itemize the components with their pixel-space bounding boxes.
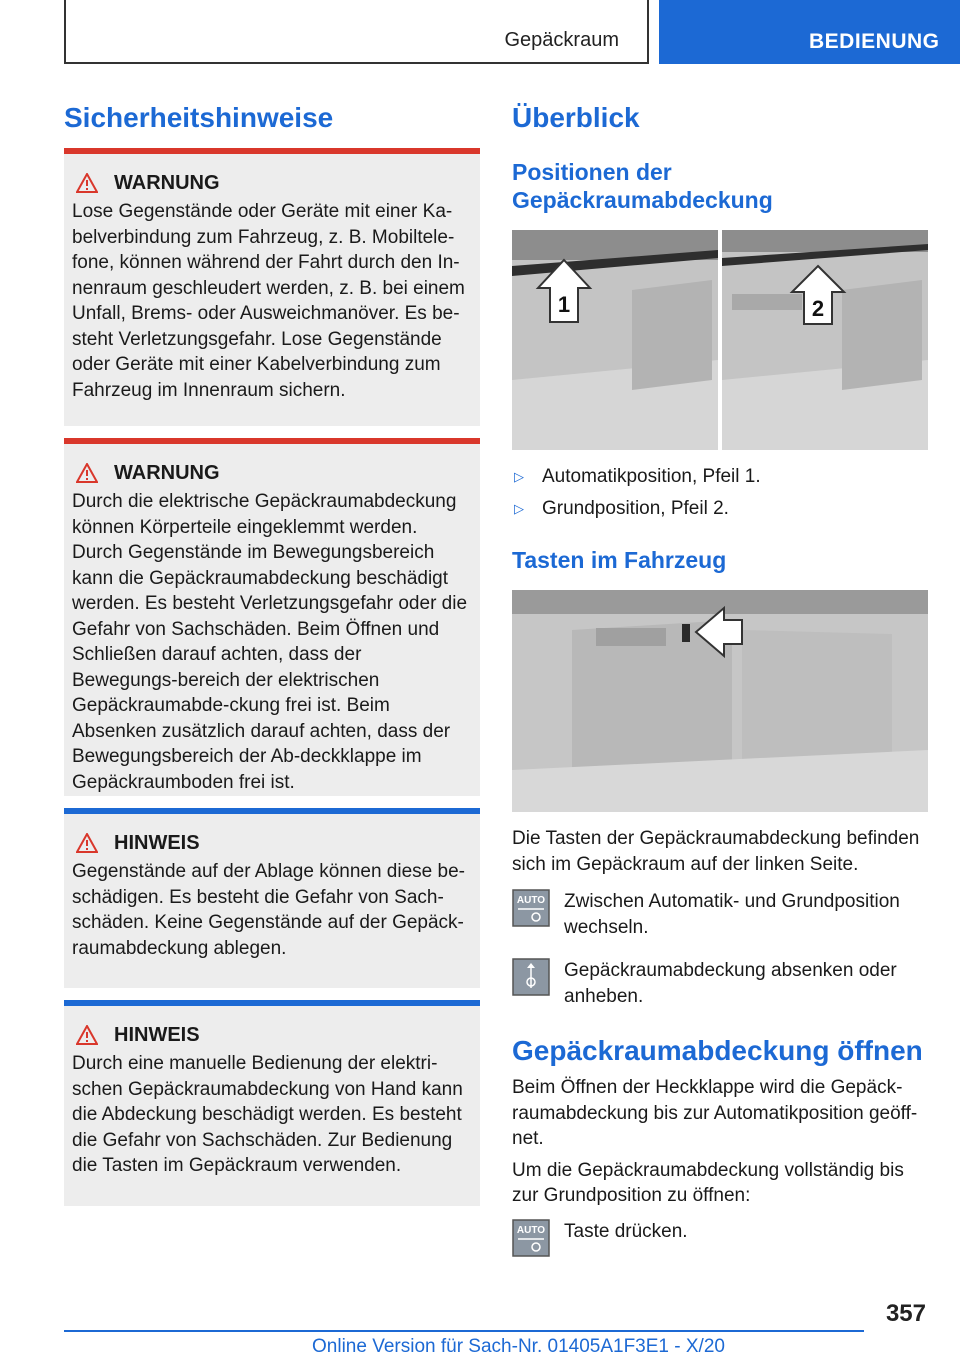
warning-box-1-text: Lose Gegenstände oder Geräte mit einer Ka-belverbindung zum Fahrzeug, z. B. Mobiltele-fone, können während der Fahrt durch den In-nenraum geschleudert werden, z. B. bei einem Unfall, Brems- oder Ausweichmanöver. Es be-steht Verletzungsgefahr. Lose Gegenstände oder Geräte mit einer Kabelverbindung zum Fahrzeug im Innenraum sichern. [72,201,465,401]
bullet-triangle-icon: ▷ [514,469,524,484]
warning-box-2-label: WARNUNG [114,461,220,484]
subtitle-cover-positions: Positionen der Gepäckraumabdeckung [512,159,773,213]
bullet-triangle-icon: ▷ [514,501,524,516]
section-title-safety: Sicherheitshinweise [64,102,334,133]
warning-box-1-label: WARNUNG [114,171,220,194]
buttons-location-text: Die Tasten der Gepäckraumabdeckung befinden sich im Gepäckraum auf der linken Seite. [512,828,920,875]
open-cover-text-1: Beim Öffnen der Heckklappe wird die Gepäck-raumabdeckung bis zur Automatikposition geöff-net. [512,1077,918,1149]
subtitle-buttons-in-vehicle: Tasten im Fahrzeug [512,547,727,573]
warning-triangle-icon [76,1025,98,1045]
warning-triangle-icon [76,833,98,853]
arrow-label-1: 1 [557,292,571,317]
notice-box-2-text: Durch eine manuelle Bedienung der elektri-schen Gepäckraumabdeckung von Hand kann die Abdeckung beschädigt werden. Es besteht die Gefahr von Sachschäden. Zur Bedienung die Tasten im Gepäckraum verwenden. [72,1053,463,1176]
header-chapter-title: BEDIENUNG [809,30,940,53]
notice-box-1-text: Gegenstände auf der Ablage können diese be-schädigen. Es besteht die Gefahr von Sach-schäden. Keine Gegenstände auf der Gepäck-raumabdeckung ablegen. [72,861,465,959]
positions-list [512,464,928,522]
svg-text:AUTO: AUTO [516,1224,546,1236]
button-auto-text: Zwischen Automatik- und Grundposition wechseln. [564,891,900,938]
lower-raise-button-icon [512,958,550,996]
footer-version-text: Online Version für Sach-Nr. 01405A1F3E1 - X/20 [312,1336,725,1357]
notice-box-2-label: HINWEIS [114,1023,200,1046]
list-item [512,496,928,522]
trunk-illustration-2 [722,230,928,450]
notice-box-2 [64,1000,480,1206]
right-column [512,98,928,1257]
trunk-illustration-1 [512,230,718,450]
photo-base-position [722,230,928,450]
warning-triangle-icon [76,173,98,193]
header-chapter-tab [659,0,960,64]
notice-box-1 [64,808,480,988]
auto-button-icon [512,889,550,927]
position-base-text: Grundposition, Pfeil 2. [542,498,729,519]
notice-box-2-header [76,1022,472,1048]
page-number: 357 [885,1300,926,1327]
cover-positions-photos [512,230,928,450]
warning-box-1-header [76,170,472,196]
section-title-overview: Überblick [512,102,640,133]
auto-button-icon [512,1219,550,1257]
arrow-label-2: 2 [811,296,825,321]
photo-trunk-buttons [512,590,928,812]
button-auto-row [512,889,928,940]
svg-text:AUTO: AUTO [516,895,546,906]
footer-divider [64,1330,864,1332]
button-lower-raise-row [512,958,928,1009]
notice-box-1-header [76,830,472,856]
header-section-title: Gepäckraum [504,29,619,51]
button-lower-raise-text: Gepäckraumabdeckung absenken oder anheben. [564,960,897,1007]
open-step-row [512,1219,928,1257]
list-item [512,464,928,490]
header-section-tab [64,0,649,64]
notice-box-1-label: HINWEIS [114,831,200,854]
left-column [64,98,480,1206]
warning-box-2-header [76,460,472,486]
open-step-text: Taste drücken. [564,1220,688,1242]
section-title-open-cover: Gepäckraumabdeckung öffnen [512,1035,923,1066]
photo-automatic-position [512,230,718,450]
warning-box-2-text: Durch die elektrische Gepäckraumabdeckung können Körperteile eingeklemmt werden. Durch Gegenstände im Bewegungsbereich kann die Gepäckraumabdeckung beschädigt werden. Es besteht Verletzungsgefahr oder die Gefahr von Sachschäden. Beim Öffnen und Schließen darauf achten, dass der Bewegungs-bereich der elektrischen Gepäckraumabde-ckung frei ist. Beim Absenken zusätzlich darauf achten, dass der Bewegungsbereich der Ab-deckklappe im Gepäckraumboden frei ist. [72,491,468,793]
open-cover-text-2: Um die Gepäckraumabdeckung vollständig bis zur Grundposition zu öffnen: [512,1159,904,1206]
warning-box-1 [64,148,480,426]
trunk-illustration-3 [512,590,928,812]
warning-triangle-icon [76,463,98,483]
position-automatic-text: Automatikposition, Pfeil 1. [542,466,761,487]
warning-box-2 [64,438,480,796]
